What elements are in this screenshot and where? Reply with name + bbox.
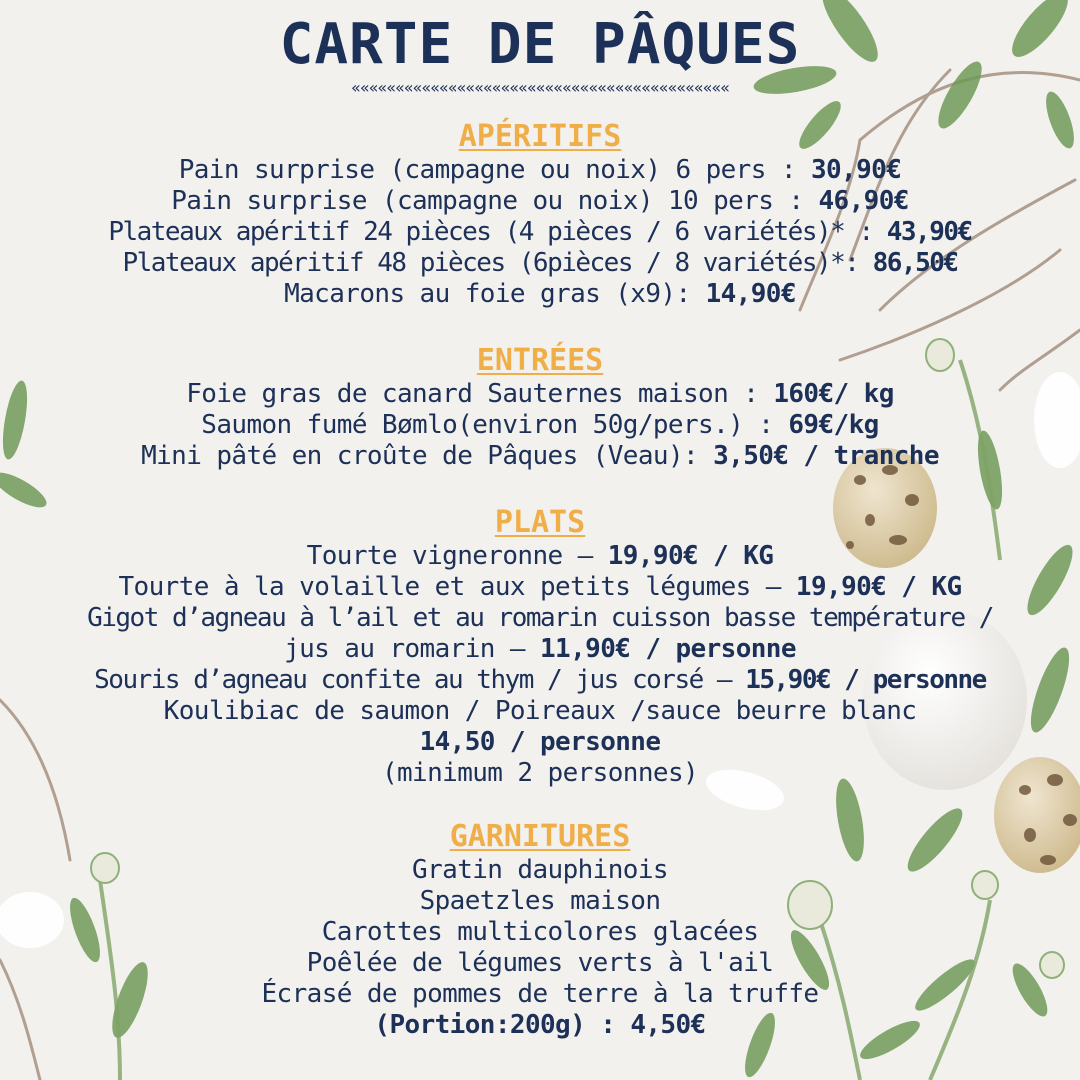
decorative-divider: ««««««««««««««««««««««««««««««««««««««««««« bbox=[351, 78, 729, 96]
item-text: Mini pâté en croûte de Pâques (Veau): bbox=[141, 441, 714, 471]
menu-item bbox=[0, 572, 1080, 603]
item-price: 15,90€ / personne bbox=[745, 665, 986, 695]
item-price: 19,90€ / KG bbox=[607, 541, 774, 571]
menu-item bbox=[0, 603, 1080, 634]
section-garnitures bbox=[0, 819, 1080, 1041]
item-text: Gratin dauphinois bbox=[412, 855, 668, 885]
section-heading: GARNITURES bbox=[449, 819, 631, 854]
item-price: 14,50 / personne bbox=[419, 727, 661, 757]
section-entrees bbox=[0, 343, 1080, 472]
menu-item bbox=[0, 1010, 1080, 1041]
page-title: CARTE DE PÂQUES bbox=[279, 12, 801, 77]
item-text: Foie gras de canard Sauternes maison : bbox=[186, 379, 774, 409]
menu-item bbox=[0, 155, 1080, 186]
menu-item bbox=[0, 541, 1080, 572]
item-price: 69€/kg bbox=[788, 410, 879, 440]
item-text: Tourte à la volaille et aux petits légumes – bbox=[118, 572, 796, 602]
menu-item bbox=[0, 727, 1080, 758]
item-text: Poêlée de légumes verts à l'ail bbox=[306, 948, 774, 978]
item-price: 3,50€ / tranche bbox=[713, 441, 939, 471]
menu-item bbox=[0, 917, 1080, 948]
item-text: Plateaux apéritif 24 pièces (4 pièces / 6 variétés)* : bbox=[108, 217, 887, 247]
menu-item bbox=[0, 634, 1080, 665]
section-plats bbox=[0, 505, 1080, 789]
menu-item bbox=[0, 379, 1080, 410]
item-text: Spaetzles maison bbox=[419, 886, 661, 916]
item-text: jus au romarin – bbox=[284, 634, 540, 664]
menu-item bbox=[0, 948, 1080, 979]
menu-item bbox=[0, 696, 1080, 727]
item-text: Tourte vigneronne – bbox=[306, 541, 608, 571]
item-text: Carottes multicolores glacées bbox=[321, 917, 759, 947]
item-text: Souris d’agneau confite au thym / jus corsé – bbox=[94, 665, 746, 695]
item-price: 14,90€ bbox=[705, 279, 796, 309]
item-price: (Portion:200g) : 4,50€ bbox=[374, 1010, 706, 1040]
menu-item bbox=[0, 217, 1080, 248]
item-text: Koulibiac de saumon / Poireaux /sauce beurre blanc bbox=[163, 696, 917, 726]
menu-item bbox=[0, 758, 1080, 789]
item-price: 30,90€ bbox=[810, 155, 902, 185]
menu-item bbox=[0, 886, 1080, 917]
item-price: 43,90€ bbox=[886, 217, 972, 247]
item-text: Saumon fumé Bømlo(environ 50g/pers.) : bbox=[201, 410, 789, 440]
section-heading: ENTRÉES bbox=[476, 343, 604, 378]
section-aperitifs bbox=[0, 119, 1080, 310]
item-price: 86,50€ bbox=[872, 248, 958, 278]
item-text: (minimum 2 personnes) bbox=[381, 758, 699, 788]
item-text: Pain surprise (campagne ou noix) 10 pers : bbox=[171, 186, 819, 216]
item-text: Écrasé de pommes de terre à la truffe bbox=[261, 979, 819, 1009]
section-heading: APÉRITIFS bbox=[458, 119, 622, 154]
menu-item bbox=[0, 279, 1080, 310]
menu-item bbox=[0, 248, 1080, 279]
menu-item bbox=[0, 186, 1080, 217]
menu-item bbox=[0, 665, 1080, 696]
item-text: Gigot d’agneau à l’ail et au romarin cuisson basse température / bbox=[87, 603, 993, 633]
item-price: 160€/ kg bbox=[773, 379, 894, 409]
item-text: Plateaux apéritif 48 pièces (6pièces / 8 variétés)*: bbox=[122, 248, 873, 278]
item-text: Pain surprise (campagne ou noix) 6 pers : bbox=[178, 155, 811, 185]
menu-item bbox=[0, 441, 1080, 472]
item-price: 19,90€ / KG bbox=[795, 572, 962, 602]
menu-item bbox=[0, 979, 1080, 1010]
item-price: 11,90€ / personne bbox=[540, 634, 796, 664]
item-price: 46,90€ bbox=[818, 186, 909, 216]
menu-item bbox=[0, 855, 1080, 886]
item-text: Macarons au foie gras (x9): bbox=[284, 279, 706, 309]
menu-item bbox=[0, 410, 1080, 441]
section-heading: PLATS bbox=[494, 505, 586, 540]
